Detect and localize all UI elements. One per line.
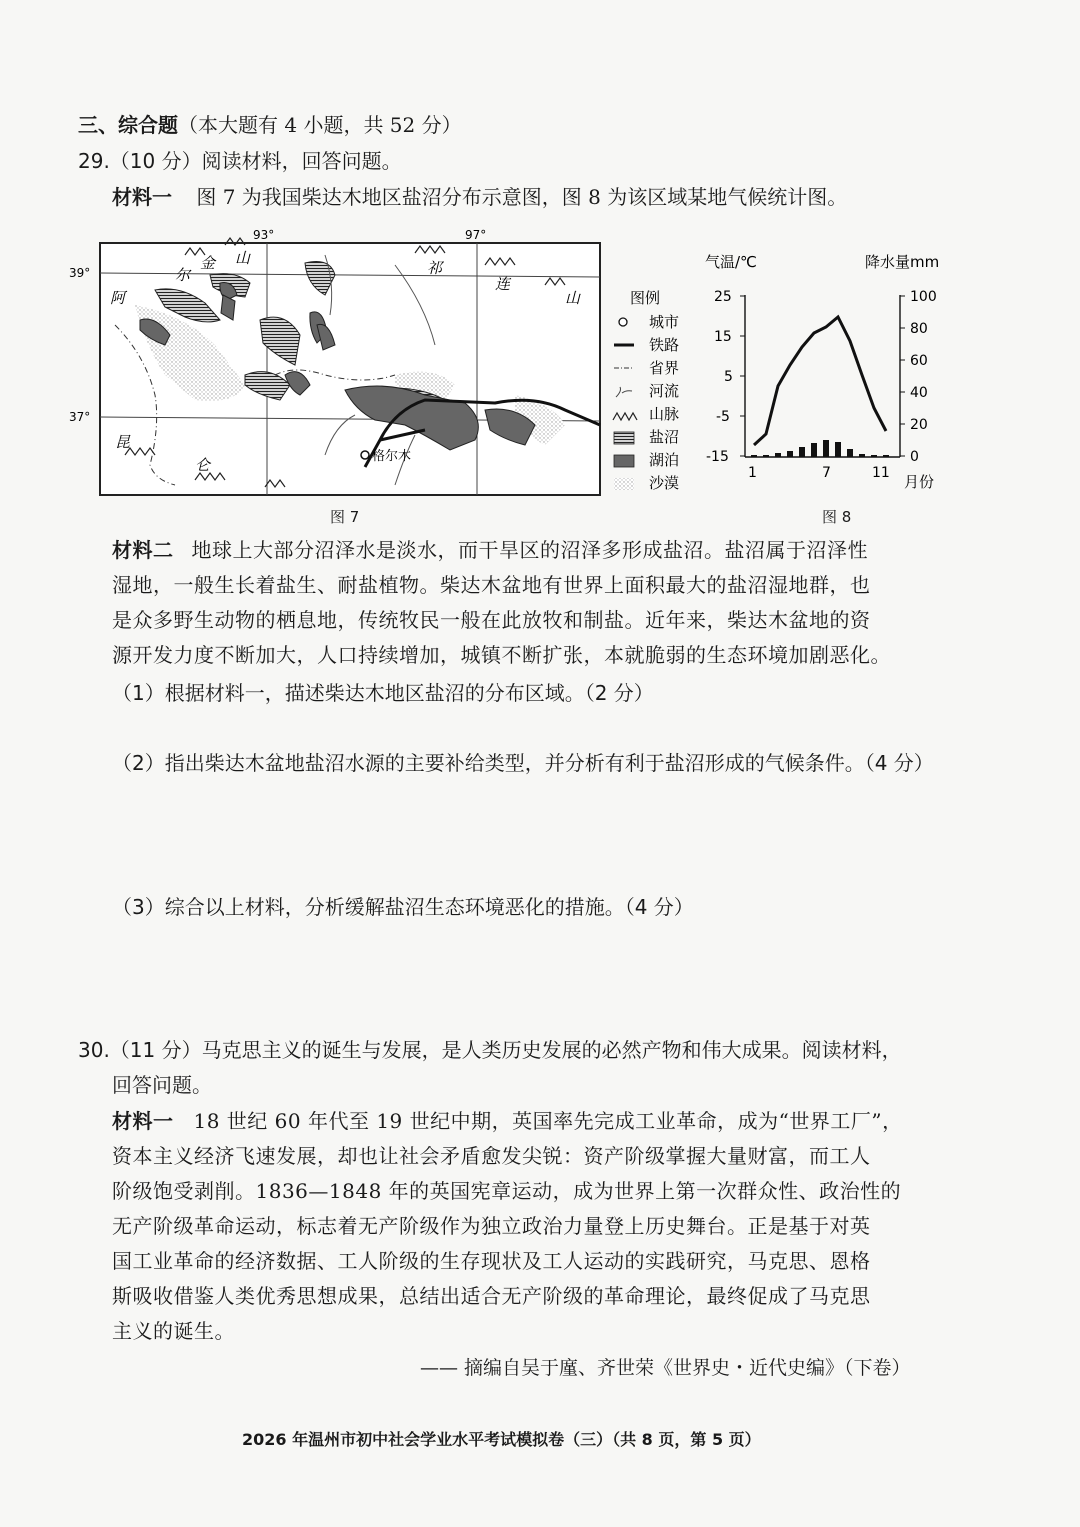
material-line: 国工业革命的经济数据、工人阶级的生存现状及工人运动的实践研究，马克思、恩格 [112, 1249, 871, 1273]
right-tick-label: 100 [910, 289, 937, 305]
right-axis-title: 降水量mm [865, 253, 940, 271]
question-29-head: 29.（10 分）阅读材料，回答问题。 [78, 149, 402, 173]
mountain-char: 尔 [175, 266, 191, 284]
material-line: 湿地，一般生长着盐生、耐盐植物。柴达木盆地有世界上面积最大的盐沼湿地群，也 [112, 573, 871, 597]
mountain-char: 山 [235, 249, 251, 267]
mountain-char: 昆 [115, 433, 131, 451]
mountain-char: 连 [495, 275, 511, 293]
precip-bar [859, 454, 865, 457]
question-30-head-line1: 30.（11 分）马克思主义的诞生与发展，是人类历史发展的必然产物和伟大成果。阅读材料， [78, 1038, 902, 1062]
legend-item: 铁路 [649, 336, 680, 354]
material-label: 材料一 [112, 185, 172, 209]
precip-bar [799, 447, 805, 457]
figure-7-map [69, 225, 695, 525]
figure-8-climate-chart [700, 245, 970, 505]
lon-label-97: 97° [465, 228, 487, 242]
city-marker [361, 451, 369, 459]
question-30-head-line2: 回答问题。 [112, 1073, 212, 1097]
q29-subquestion-3: （3）综合以上材料，分析缓解盐沼生态环境恶化的措施。（4 分） [112, 895, 694, 919]
precip-bar [787, 451, 793, 457]
precip-bar [871, 455, 877, 457]
q29-material-1 [112, 184, 847, 210]
q29-material-2 [112, 533, 952, 673]
q30-source: —— 摘编自吴于廑、齐世荣《世界史・近代史编》（下卷） [420, 1357, 911, 1379]
right-tick-label: 0 [910, 449, 919, 465]
left-tick-label: 25 [714, 289, 732, 305]
right-tick-label: 20 [910, 417, 928, 433]
precip-bar [775, 453, 781, 457]
legend-item: 山脉 [649, 405, 680, 423]
material-line: 资本主义经济飞速发展，却也让社会矛盾愈发尖锐：资产阶级掌握大量财富，而工人 [112, 1144, 871, 1168]
material-line: 阶级饱受剥削。1836—1848 年的英国宪章运动，成为世界上第一次群众性、政治性的 [112, 1179, 902, 1203]
lon-label-93: 93° [253, 228, 275, 242]
material-label: 材料一 [112, 1109, 174, 1133]
temperature-line [754, 317, 886, 445]
mountain-char: 金 [200, 254, 216, 272]
x-axis-unit: 月份 [904, 473, 935, 491]
left-tick-label: 15 [714, 329, 732, 345]
left-tick-label: 5 [724, 369, 733, 385]
x-tick-label: 11 [872, 465, 890, 481]
legend-item: 城市 [649, 313, 680, 331]
precip-bar [811, 443, 817, 457]
precip-bar [751, 455, 757, 457]
material-line: 是众多野生动物的栖息地，传统牧民一般在此放牧和制盐。近年来，柴达木盆地的资 [112, 608, 871, 632]
figure-7-caption: 图 7 [330, 508, 360, 526]
left-axis-title: 气温/℃ [705, 253, 757, 271]
precip-bar [847, 449, 853, 457]
right-tick-label: 80 [910, 321, 928, 337]
legend-item: 湖泊 [649, 451, 680, 469]
precipitation-bars [751, 440, 889, 457]
figure-8-caption: 图 8 [822, 508, 852, 526]
mountain-char: 仑 [195, 456, 211, 474]
right-ticks [900, 296, 905, 456]
section-title: 三、综合题 [78, 113, 178, 137]
legend-item: 河流 [649, 382, 680, 400]
legend-title: 图例 [630, 289, 661, 307]
material-line: 主义的诞生。 [112, 1319, 235, 1343]
mountain-char: 阿 [110, 289, 126, 307]
left-tick-label: -5 [716, 409, 730, 425]
right-tick-label: 60 [910, 353, 928, 369]
x-tick-label: 7 [822, 465, 831, 481]
precip-bar [883, 455, 889, 457]
right-tick-label: 40 [910, 385, 928, 401]
left-tick-label: -15 [706, 449, 729, 465]
legend-item: 省界 [649, 359, 680, 377]
precip-bar [823, 440, 829, 457]
page-footer: 2026 年温州市初中社会学业水平考试模拟卷（三）（共 8 页，第 5 页） [242, 1430, 761, 1449]
lat-label-37: 37° [69, 410, 91, 424]
material-label: 材料二 [112, 538, 174, 562]
section-note: （本大题有 4 小题，共 52 分） [178, 113, 462, 137]
mountain-char: 祁 [427, 259, 443, 277]
left-ticks [740, 296, 745, 456]
precip-bar [835, 442, 841, 457]
material-line: 源开发力度不断加大，人口持续增加，城镇不断扩张，本就脆弱的生态环境加剧恶化。 [112, 643, 891, 667]
material-line: 斯吸收借鉴人类优秀思想成果，总结出适合无产阶级的革命理论，最终促成了马克思 [112, 1284, 871, 1308]
material-line: 18 世纪 60 年代至 19 世纪中期，英国率先完成工业革命，成为“世界工厂”， [193, 1109, 903, 1133]
q29-subquestion-1: （1）根据材料一，描述柴达木地区盐沼的分布区域。（2 分） [112, 681, 654, 705]
city-label: 格尔木 [372, 449, 412, 464]
q30-material-1 [112, 1104, 952, 1349]
precip-bar [763, 455, 769, 457]
x-tick-label: 1 [748, 465, 757, 481]
legend-item: 沙漠 [649, 474, 680, 492]
map-legend [613, 318, 637, 490]
lat-label-39: 39° [69, 266, 91, 280]
q29-subquestion-2: （2）指出柴达木盆地盐沼水源的主要补给类型，并分析有利于盐沼形成的气候条件。（4 分） [112, 751, 934, 775]
material-line: 地球上大部分沼泽水是淡水，而干旱区的沼泽多形成盐沼。盐沼属于沼泽性 [191, 538, 868, 562]
section-heading [78, 112, 462, 138]
material-text: 图 7 为我国柴达木地区盐沼分布示意图，图 8 为该区域某地气候统计图。 [196, 185, 848, 209]
material-line: 无产阶级革命运动，标志着无产阶级作为独立政治力量登上历史舞台。正是基于对英 [112, 1214, 871, 1238]
legend-item: 盐沼 [649, 428, 680, 446]
mountain-char: 山 [565, 289, 581, 307]
